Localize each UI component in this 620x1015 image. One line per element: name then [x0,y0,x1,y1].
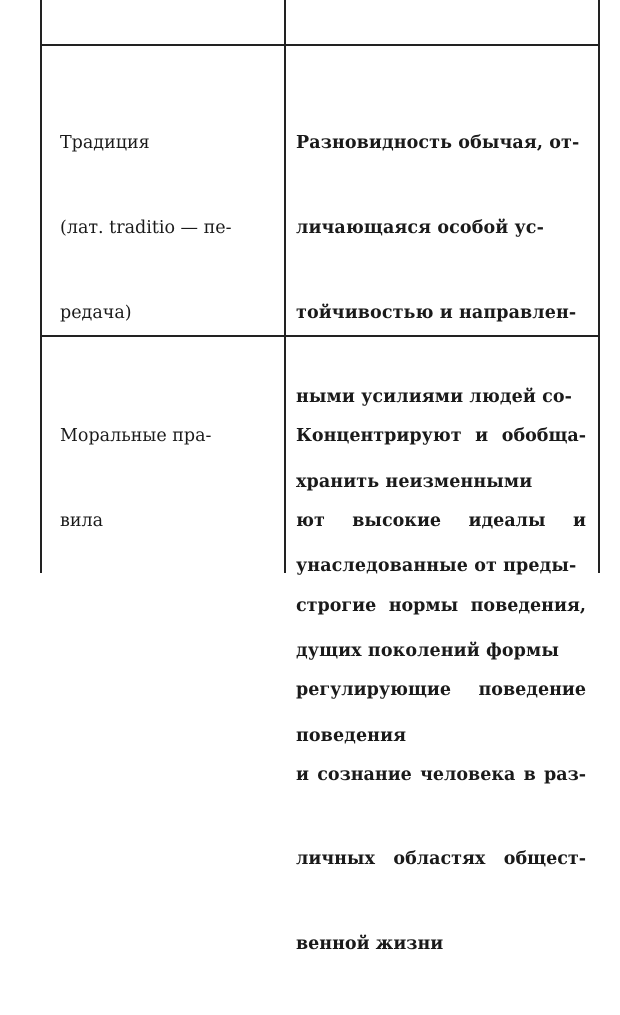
definition-line: унаследованные от преды- [296,556,577,577]
definition-line: и сознание человека в раз- [296,764,586,785]
term-line: редача) [60,302,132,323]
definition-line: строгие нормы поведения, [296,595,586,616]
definition-line: регулирующие поведение [296,680,586,701]
definition-line: Концентрируют и обобща- [296,426,586,447]
definition-line: ют высокие идеалы и [296,511,586,532]
definition-line: венной жизни [296,934,444,955]
table-column-divider [284,0,286,573]
definition-line: ными усилиями людей со- [296,387,573,408]
definition-line: личающаяся особой ус- [296,218,544,239]
definition-line: поведения [296,725,407,746]
term-cell-moral-rules [60,366,211,592]
definition-line: дущих поколений формы [296,641,559,662]
definition-line: тойчивостью и направлен- [296,302,577,323]
term-line: вила [60,511,104,532]
term-line: Моральные пра- [60,426,212,447]
term-line: Традиция [60,133,150,154]
table-left-border [40,0,42,573]
definition-line: хранить неизменными [296,471,533,492]
definition-line: личных областях общест- [296,849,586,870]
table-row-divider [40,44,600,46]
term-line: (лат. traditio — пе- [60,218,232,239]
definition-line: Разновидность обычая, от- [296,133,580,154]
definition-cell-moral-rules [296,366,586,1015]
term-cell-tradition [60,73,232,383]
table-right-border [598,0,600,573]
